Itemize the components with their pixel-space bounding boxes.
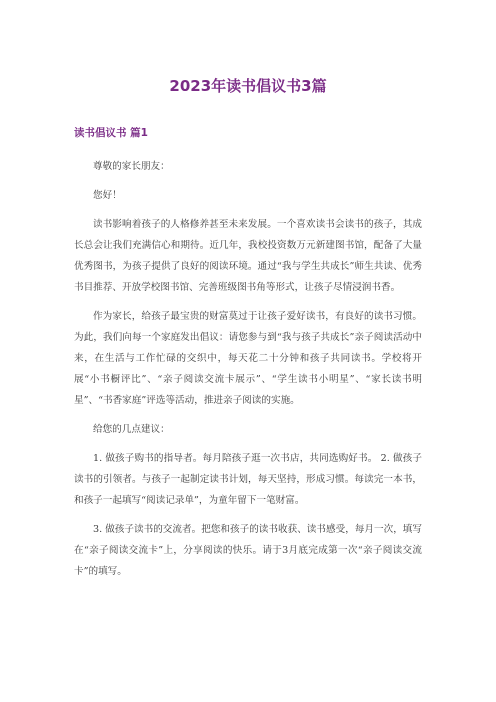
suggestion-item: 1. 做孩子购书的指导者。每月陪孩子逛一次书店，共同选购好书。 2. 做孩子读书的引领者。与孩子一起制定读书计划，每天坚持，形成习惯。每读完一本书，和孩子一起填写“阅读记录单”，为童年留下一笔财富。 [74, 453, 422, 506]
document-title: 2023年读书倡议书3篇 [169, 77, 327, 95]
section-heading: 读书倡议书 篇1 [74, 127, 148, 139]
body-paragraph: 读书影响着孩子的人格修养甚至未来发展。一个喜欢读书会读书的孩子，其成长总会让我们充满信心和期待。近几年，我校投资数万元新建图书馆，配备了大量优秀图书，为孩子提供了良好的阅读环境。通过“我与学生共成长”师生共读、优秀书目推荐、开放学校图书馆、完善班级图书角等形式，让孩子尽情浸润书香。 [74, 219, 422, 293]
greeting: 您好！ [93, 190, 122, 201]
body-paragraph: 作为家长，给孩子最宝贵的财富莫过于让孩子爱好读书，有良好的读书习惯。为此，我们向每一个家庭发出倡议：请您参与到“我与孩子共成长”亲子阅读活动中来，在生活与工作忙碌的交织中，每天花二十分钟和孩子共同读书。学校将开展“小书橱评比”、“亲子阅读交流卡展示”、“学生读书小明星”、“家长读书明星”、“书香家庭”评选等活动，推进亲子阅读的实施。 [74, 311, 422, 406]
document-body [74, 156, 422, 590]
suggestion-item: 3. 做孩子读书的交流者。把您和孩子的读书收获、读书感受，每月一次，填写在“亲子阅读交流卡”上，分享阅读的快乐。请于3月底完成第一次“亲子阅读交流卡”的填写。 [74, 524, 422, 577]
salutation: 尊敬的家长朋友： [93, 161, 170, 172]
suggestions-intro: 给您的几点建议： [93, 424, 170, 435]
